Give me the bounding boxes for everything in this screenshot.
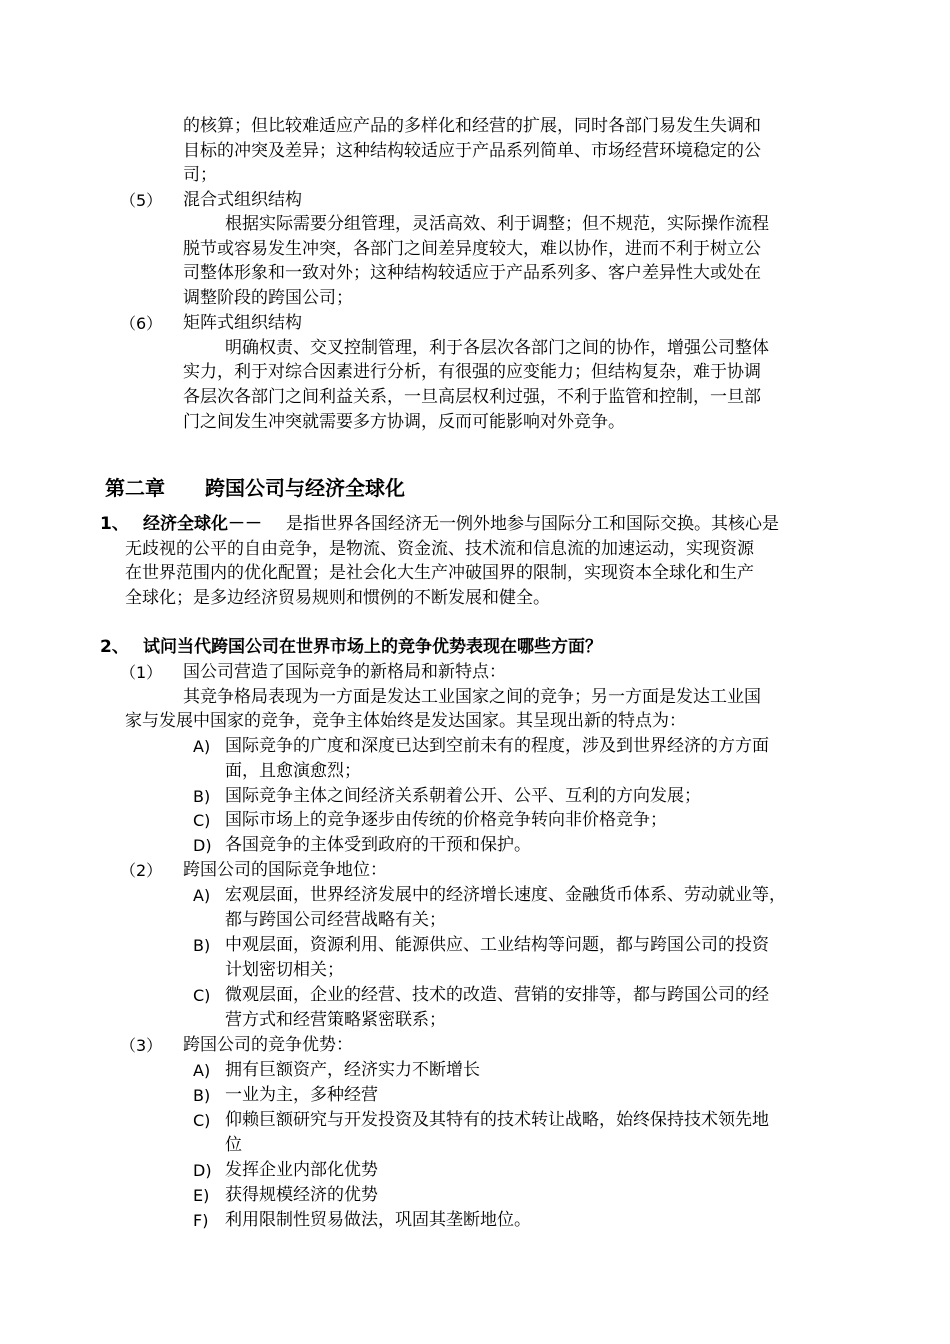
- paragraph-line: 实力，利于对综合因素进行分析，有很强的应变能力；但结构复杂，难于协调: [183, 362, 761, 382]
- list-item: 发挥企业内部化优势: [225, 1160, 378, 1180]
- list-item: 微观层面，企业的经营、技术的改造、营销的安排等，都与跨国公司的经: [225, 985, 769, 1005]
- question-number: 2、: [100, 637, 129, 657]
- item-number: （3）: [120, 1036, 163, 1055]
- list-item: 营方式和经营策略紧密联系；: [225, 1010, 446, 1030]
- list-letter: C): [193, 986, 211, 1005]
- paragraph-line: 脱节或容易发生冲突，各部门之间差异度较大，难以协作，进而不利于树立公: [183, 239, 761, 259]
- list-item: 位: [225, 1135, 242, 1155]
- chapter-label: 第二章: [105, 476, 165, 500]
- question-title: 试问当代跨国公司在世界市场上的竞争优势表现在哪些方面？: [143, 637, 602, 657]
- list-letter: D): [193, 1161, 212, 1180]
- item-title: 矩阵式组织结构: [183, 313, 302, 333]
- paragraph-line: 根据实际需要分组管理，灵活高效、利于调整；但不规范，实际操作流程: [225, 214, 769, 234]
- list-letter: E): [193, 1186, 210, 1205]
- list-item: 都与跨国公司经营战略有关；: [225, 910, 446, 930]
- paragraph-line: 家与发展中国家的竞争，竞争主体始终是发达国家。其呈现出新的特点为：: [125, 711, 686, 731]
- list-item: 各国竞争的主体受到政府的干预和保护。: [225, 835, 531, 855]
- definition-term: 经济全球化－－: [143, 514, 262, 534]
- list-letter: F): [193, 1211, 209, 1230]
- list-item: 利用限制性贸易做法，巩固其垄断地位。: [225, 1210, 531, 1230]
- list-item: 国际竞争的广度和深度已达到空前未有的程度，涉及到世界经济的方方面: [225, 736, 769, 756]
- paragraph-line: 全球化；是多边经济贸易规则和惯例的不断发展和健全。: [125, 588, 550, 608]
- list-item: 国际市场上的竞争逐步由传统的价格竞争转向非价格竞争；: [225, 810, 667, 830]
- question-number: 1、: [100, 514, 129, 534]
- list-item: 面，且愈演愈烈；: [225, 761, 361, 781]
- list-item: 宏观层面，世界经济发展中的经济增长速度、金融货币体系、劳动就业等，: [225, 885, 786, 905]
- paragraph-line: 司；: [183, 165, 217, 185]
- paragraph-line: 无歧视的公平的自由竞争，是物流、资金流、技术流和信息流的加速运动，实现资源: [125, 539, 754, 559]
- list-letter: C): [193, 811, 211, 830]
- paragraph-line: 是指世界各国经济无一例外地参与国际分工和国际交换。其核心是: [286, 514, 779, 534]
- list-item: 拥有巨额资产，经济实力不断增长: [225, 1060, 480, 1080]
- paragraph-line: 其竞争格局表现为一方面是发达工业国家之间的竞争；另一方面是发达工业国: [183, 687, 761, 707]
- item-number: （1）: [120, 663, 163, 682]
- paragraph-line: 的核算；但比较难适应产品的多样化和经营的扩展，同时各部门易发生失调和: [183, 116, 761, 136]
- list-item: 获得规模经济的优势: [225, 1185, 378, 1205]
- list-letter: B): [193, 787, 211, 806]
- item-number: （6）: [120, 314, 163, 333]
- item-title: 跨国公司的国际竞争地位：: [183, 860, 387, 880]
- paragraph-line: 在世界范围内的优化配置；是社会化大生产冲破国界的限制，实现资本全球化和生产: [125, 563, 754, 583]
- list-letter: B): [193, 1086, 211, 1105]
- list-item: 中观层面，资源利用、能源供应、工业结构等问题，都与跨国公司的投资: [225, 935, 769, 955]
- list-letter: A): [193, 737, 211, 756]
- list-letter: D): [193, 836, 212, 855]
- list-letter: C): [193, 1111, 211, 1130]
- item-title: 混合式组织结构: [183, 190, 302, 210]
- list-letter: A): [193, 886, 211, 905]
- list-letter: A): [193, 1061, 211, 1080]
- paragraph-line: 门之间发生冲突就需要多方协调，反而可能影响对外竞争。: [183, 412, 625, 432]
- paragraph-line: 目标的冲突及差异；这种结构较适应于产品系列简单、市场经营环境稳定的公: [183, 141, 761, 161]
- item-number: （2）: [120, 861, 163, 880]
- paragraph-line: 各层次各部门之间利益关系，一旦高层权利过强，不利于监管和控制，一旦部: [183, 387, 761, 407]
- item-number: （5）: [120, 191, 163, 210]
- item-title: 国公司营造了国际竞争的新格局和新特点：: [183, 662, 506, 682]
- list-item: 国际竞争主体之间经济关系朝着公开、公平、互利的方向发展；: [225, 786, 701, 806]
- item-title: 跨国公司的竞争优势：: [183, 1035, 353, 1055]
- list-item: 仰赖巨额研究与开发投资及其特有的技术转让战略，始终保持技术领先地: [225, 1110, 769, 1130]
- chapter-title: 跨国公司与经济全球化: [205, 476, 405, 500]
- list-item: 一业为主，多种经营: [225, 1085, 378, 1105]
- list-letter: B): [193, 936, 211, 955]
- paragraph-line: 司整体形象和一致对外；这种结构较适应于产品系列多、客户差异性大或处在: [183, 263, 761, 283]
- paragraph-line: 调整阶段的跨国公司；: [183, 288, 353, 308]
- list-item: 计划密切相关；: [225, 960, 344, 980]
- paragraph-line: 明确权责、交叉控制管理，利于各层次各部门之间的协作，增强公司整体: [225, 338, 769, 358]
